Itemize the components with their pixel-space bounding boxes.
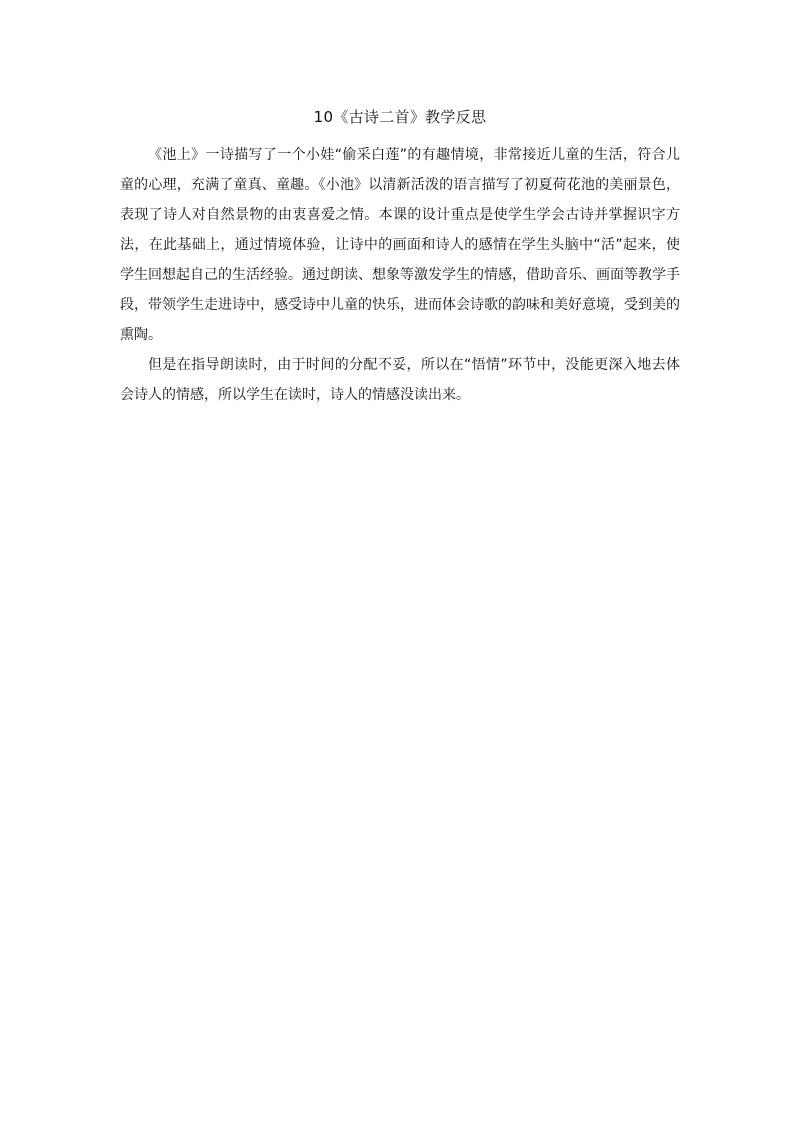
document-body xyxy=(120,140,680,410)
document-title: 10《古诗二首》教学反思 xyxy=(313,108,487,126)
paragraph-2: 但是在指导朗读时，由于时间的分配不妥，所以在“悟情”环节中，没能更深入地去体会诗人的情感，所以学生在读时，诗人的情感没读出来。 xyxy=(120,357,680,403)
paragraph-1: 《池上》一诗描写了一个小娃“偷采白莲”的有趣情境，非常接近儿童的生活，符合儿童的心理，充满了童真、童趣。《小池》以清新活泼的语言描写了初夏荷花池的美丽景色，表现了诗人对自然景物的由衷喜爱之情。本课的设计重点是使学生学会古诗并掌握识字方法，在此基础上，通过情境体验，让诗中的画面和诗人的感情在学生头脑中“活”起来，使学生回想起自己的生活经验。通过朗读、想象等激发学生的情感，借助音乐、画面等教学手段，带领学生走进诗中，感受诗中儿童的快乐，进而体会诗歌的韵味和美好意境，受到美的熏陶。 xyxy=(120,147,680,343)
